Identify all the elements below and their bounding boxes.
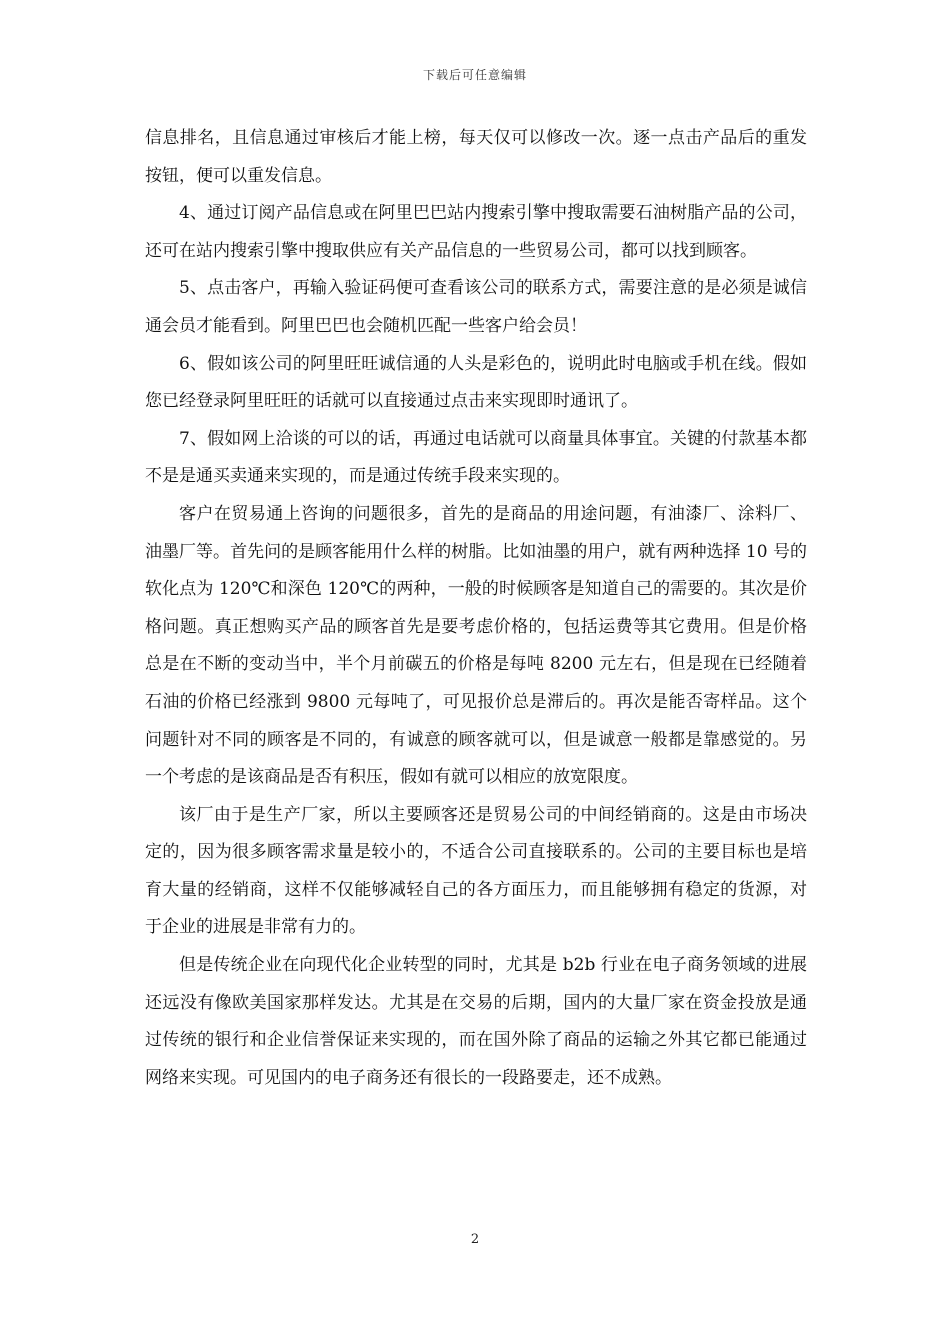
- paragraph-1: 信息排名，且信息通过审核后才能上榜，每天仅可以修改一次。逐一点击产品后的重发按钮，便可以重发信息。: [145, 128, 807, 186]
- paragraph-5: 7、假如网上洽谈的可以的话，再通过电话就可以商量具体事宜。关键的付款基本都不是是通买卖通来实现的，而是通过传统手段来实现的。: [145, 428, 807, 487]
- paragraph-8: 但是传统企业在向现代化企业转型的同时，尤其是 b2b 行业在电子商务领域的进展还远没有像欧美国家那样发达。尤其是在交易的后期，国内的大量厂家在资金投放是通过传统的银行和企业信誉保证来实现的，而在国外除了商品的运输之外其它都已能通过网络来实现。可见国内的电子商务还有很长的一段路要走，还不成熟。: [145, 955, 807, 1088]
- paragraph-2: 4、通过订阅产品信息或在阿里巴巴站内搜索引擎中搜取需要石油树脂产品的公司，还可在站内搜索引擎中搜取供应有关产品信息的一些贸易公司，都可以找到顾客。: [145, 203, 807, 261]
- document-body: [145, 120, 807, 1097]
- paragraph-4: 6、假如该公司的阿里旺旺诚信通的人头是彩色的，说明此时电脑或手机在线。假如您已经登录阿里旺旺的话就可以直接通过点击来实现即时通讯了。: [145, 353, 807, 412]
- paragraph-7: 该厂由于是生产厂家，所以主要顾客还是贸易公司的中间经销商的。这是由市场决定的，因为很多顾客需求量是较小的，不适合公司直接联系的。公司的主要目标也是培育大量的经销商，这样不仅能够减轻自己的各方面压力，而且能够拥有稳定的货源，对于企业的进展是非常有力的。: [145, 804, 807, 938]
- paragraph-3: 5、点击客户，再输入验证码便可查看该公司的联系方式，需要注意的是必须是诚信通会员才能看到。阿里巴巴也会随机匹配一些客户给会员！: [145, 278, 807, 336]
- page-number: 2: [470, 1232, 480, 1247]
- page-header: 下载后可任意编辑: [422, 68, 527, 82]
- paragraph-6: 客户在贸易通上咨询的问题很多，首先的是商品的用途问题，有油漆厂、涂料厂、油墨厂等。首先问的是顾客能用什么样的树脂。比如油墨的用户，就有两种选择 10 号的软化点为 120℃和深色 120℃的两种，一般的时候顾客是知道自己的需要的。其次是价格问题。真正想购买产品的顾客首先是要考虑价格的，包括运费等其它费用。但是价格总是在不断的变动当中，半个月前碳五的价格是每吨 8200 元左右，但是现在已经随着石油的价格已经涨到 9800 元每吨了，可见报价总是滞后的。再次是能否寄样品。这个问题针对不同的顾客是不同的，有诚意的顾客就可以，但是诚意一般都是靠感觉的。另一个考虑的是该商品是否有积压，假如有就可以相应的放宽限度。: [145, 503, 807, 788]
